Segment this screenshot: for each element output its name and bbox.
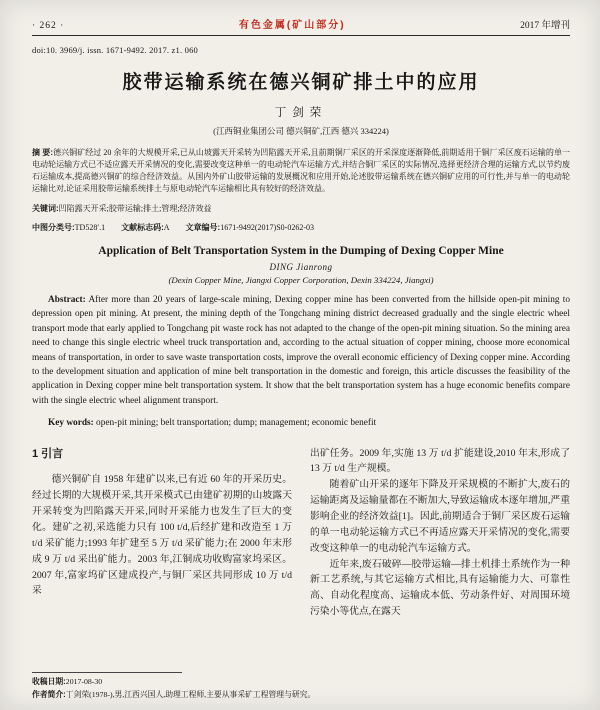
article-id: 1671-9492(2017)S0-0262-03 bbox=[220, 223, 314, 232]
abstract-label-cn: 摘 要: bbox=[32, 148, 54, 157]
page-header bbox=[32, 16, 570, 31]
affiliation-cn: (江西铜业集团公司 德兴铜矿,江西 德兴 334224) bbox=[213, 126, 389, 136]
keywords-en bbox=[32, 418, 570, 428]
keywords-label-cn: 关键词: bbox=[32, 204, 59, 213]
classification-line bbox=[32, 222, 570, 233]
author-name-cn: 丁剑荣 bbox=[274, 107, 328, 119]
journal-name: 有色金属(矿山部分) bbox=[238, 20, 346, 31]
footnote-area bbox=[32, 672, 570, 701]
clc-code: TD528′.1 bbox=[74, 223, 106, 232]
body-paragraph: 随着矿山开采的逐年下降及开采规模的不断扩大,废石的运输距离及运输量都在不断加大,导致运输成本逐年增加,严重影响企业的经济效益[1]。因此,前期适合于铜厂采区废石运输的单一电动轮运输方式已不再适应露天开采情况的变化,需要改变这种单一的电动轮汽车运输方式。 bbox=[310, 479, 570, 554]
doc-code-label: 文献标志码: bbox=[121, 223, 164, 232]
body-paragraph: 德兴铜矿自 1958 年建矿以来,已有近 60 年的开采历史。经过长期的大规模开采,其开采模式已由建矿初期的山坡露天开采转变为凹陷露天开采,同时开采能力也发生了巨大的变化。建矿之初,采选能力只有 100 t/d,后经扩建和改造至 1 万 t/d 采矿能力;1993 年扩建至 5 万 t/d 采矿能力;在 2000 年末形成 9 万 t/d 采出矿能力。2003 年,江铜成功收购富家坞采区。2007 年,富家坞矿区建成投产,与铜厂采区共同形成 10 万 t/d 采 bbox=[32, 474, 292, 597]
issue-label: 2017 年增刊 bbox=[520, 21, 570, 31]
author-bio-line bbox=[32, 689, 570, 701]
doi-line: doi:10. 3969/j. issn. 1671-9492. 2017. z1. 060 bbox=[32, 45, 198, 55]
body-column-right bbox=[310, 446, 570, 620]
page-number: · 262 · bbox=[32, 21, 65, 31]
keywords-text-cn: 凹陷露天开采;胶带运输;排土;管理;经济效益 bbox=[58, 204, 212, 213]
keywords-label-en: Key words: bbox=[48, 417, 94, 428]
received-date: 2017-08-30 bbox=[65, 677, 103, 687]
doc-code: A bbox=[163, 223, 170, 232]
header-rule bbox=[32, 35, 570, 36]
article-title-en: Application of Belt Transportation System in the Dumping of Dexing Copper Mine bbox=[98, 245, 504, 257]
article-title-cn: 胶带运输系统在德兴铜矿排土中的应用 bbox=[122, 72, 480, 93]
body-paragraph: 出矿任务。2009 年,实施 13 万 t/d 扩能建设,2010 年末,形成了 13 万 t/d 生产规模。 bbox=[310, 447, 570, 475]
abstract-en bbox=[32, 293, 570, 408]
keywords-cn bbox=[32, 203, 570, 214]
author-bio: 丁剑荣(1978-),男,江西兴国人,助理工程师,主要从事采矿工程管理与研究。 bbox=[65, 689, 316, 699]
keywords-text-en: open-pit mining; belt transportation; dump; management; economic benefit bbox=[96, 417, 377, 428]
footnote-rule bbox=[32, 672, 182, 673]
abstract-text-en: After more than 20 years of large-scale mining, Dexing copper mine has been converted from the hillside open-pit mining to depression open pit mining. At present, the mining depth of the Tongchang mining district decreased gradually and the single electric wheel transport mode that early applied to Tongchang pit waste rock has not adapted to the change of the open-pit mining situation. So the mining area need to change this single electric wheel truck transportation and, according to the actual situation of copper mining, choose more economical means of transportation, in order to save waste transportation costs, improve the overall economic efficiency of Dexing copper mine. According to the development situation and application of mine belt transportation in the domestic and foreign, this article discusses the feasibility of the application in Dexing copper mine belt transportation system. It show that the belt transportation system has a huge economic benefits compare with the single electric wheel alignment transport. bbox=[32, 295, 570, 406]
body-paragraph: 近年来,废石破碎—胶带运输—排土机排土系统作为一种新工艺系统,与其它运输方式相比,具有运输能力大、可靠性高、自动化程度高、运输成本低、劳动条件好、对周围环境污染小等优点,在露天 bbox=[310, 558, 570, 618]
author-bio-label: 作者简介: bbox=[32, 689, 66, 699]
body-columns bbox=[32, 446, 570, 620]
clc-label: 中图分类号: bbox=[32, 223, 75, 232]
body-column-left bbox=[32, 446, 292, 620]
abstract-text-cn: 德兴铜矿经过 20 余年的大规模开采,已从山坡露天开采转为凹陷露天开采,且前期铜厂采区的开采深度逐渐降低,前期适用于铜厂采区废石运输的单一电动轮运输方式已不适应露天开采情况的变化,需要改变这种单一的电动轮汽车运输方式,并结合铜厂采区的实际情况,选择更经济合理的运输方式,以节约废石运输成本,提高德兴铜矿的综合经济效益。从国内外矿山胶带运输的发展概况和应用开始,论述胶带运输系统在德兴铜矿应用的可行性,并与单一的电动轮运输比对,论证采用胶带运输系统排土与原电动轮汽车运输相比具有较好的经济效益。 bbox=[32, 148, 571, 193]
abstract-cn bbox=[32, 147, 570, 195]
affiliation-en: (Dexin Copper Mine, Jiangxi Copper Corporation, Dexin 334224, Jiangxi) bbox=[168, 275, 434, 285]
author-name-en: DING Jianrong bbox=[269, 262, 333, 272]
received-date-line bbox=[32, 676, 570, 688]
article-id-label: 文章编号: bbox=[185, 223, 221, 232]
abstract-label-en: Abstract: bbox=[48, 295, 86, 305]
section-heading-1: 1 引言 bbox=[32, 447, 64, 460]
received-date-label: 收稿日期: bbox=[32, 677, 66, 687]
